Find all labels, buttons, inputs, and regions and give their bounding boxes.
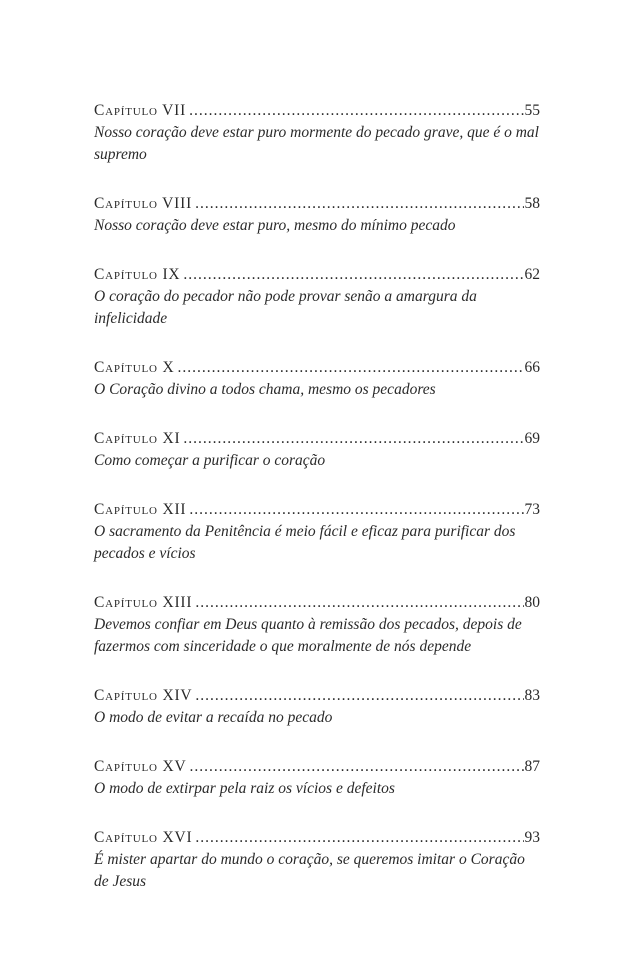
chapter-title: Capítulo XIII [94, 594, 193, 611]
chapter-title: Capítulo IX [94, 266, 181, 283]
page-number: 87 [524, 758, 540, 775]
toc-entry-chapter-15 [94, 756, 540, 800]
page-number: 58 [524, 195, 540, 212]
chapter-subtitle: É mister apartar do mundo o coração, se queremos imitar o Coração de Jesus [94, 851, 525, 890]
toc-entry-head [94, 756, 540, 778]
page-number: 80 [524, 594, 540, 611]
toc-entry-chapter-11 [94, 428, 540, 472]
chapter-title: Capítulo X [94, 359, 175, 376]
dot-leader [183, 264, 523, 286]
page-number: 83 [524, 687, 540, 704]
toc-entry-chapter-13 [94, 592, 540, 658]
chapter-subtitle: O modo de evitar a recaída no pecado [94, 709, 333, 726]
toc-entry-chapter-8 [94, 193, 540, 237]
toc-entry-head [94, 592, 540, 614]
chapter-title: Capítulo XV [94, 758, 187, 775]
chapter-title: Capítulo VIII [94, 195, 193, 212]
dot-leader [195, 685, 523, 707]
dot-leader [189, 100, 523, 122]
chapter-title: Capítulo XI [94, 430, 181, 447]
page-number: 55 [524, 102, 540, 119]
page-number: 66 [524, 359, 540, 376]
table-of-contents [94, 100, 540, 920]
toc-entry-head [94, 685, 540, 707]
dot-leader [195, 592, 523, 614]
page-number: 62 [524, 266, 540, 283]
dot-leader [195, 193, 523, 215]
chapter-subtitle: O modo de extirpar pela raiz os vícios e defeitos [94, 780, 395, 797]
toc-entry-chapter-7 [94, 100, 540, 166]
chapter-title: Capítulo XVI [94, 829, 193, 846]
chapter-title: Capítulo XIV [94, 687, 193, 704]
chapter-title: Capítulo VII [94, 102, 187, 119]
toc-entry-head [94, 264, 540, 286]
toc-entry-head [94, 357, 540, 379]
chapter-subtitle: Devemos confiar em Deus quanto à remissão dos pecados, depois de fazermos com sinceridade o que moralmente de nós depende [94, 616, 522, 655]
dot-leader [177, 357, 523, 379]
toc-entry-chapter-10 [94, 357, 540, 401]
dot-leader [189, 756, 523, 778]
toc-entry-head [94, 193, 540, 215]
chapter-subtitle: Nosso coração deve estar puro mormente do pecado grave, que é o mal supremo [94, 124, 539, 163]
toc-entry-chapter-9 [94, 264, 540, 330]
toc-entry-head [94, 100, 540, 122]
toc-entry-chapter-16 [94, 827, 540, 893]
page-number: 93 [524, 829, 540, 846]
dot-leader [189, 499, 523, 521]
chapter-title: Capítulo XII [94, 501, 187, 518]
chapter-subtitle: O Coração divino a todos chama, mesmo os pecadores [94, 381, 436, 398]
page-number: 69 [524, 430, 540, 447]
page-number: 73 [524, 501, 540, 518]
chapter-subtitle: Como começar a purificar o coração [94, 452, 326, 469]
chapter-subtitle: O coração do pecador não pode provar senão a amargura da infelicidade [94, 288, 477, 327]
toc-entry-head [94, 827, 540, 849]
chapter-subtitle: Nosso coração deve estar puro, mesmo do mínimo pecado [94, 217, 456, 234]
toc-entry-chapter-14 [94, 685, 540, 729]
dot-leader [195, 827, 523, 849]
dot-leader [183, 428, 523, 450]
toc-entry-head [94, 499, 540, 521]
toc-entry-head [94, 428, 540, 450]
toc-entry-chapter-12 [94, 499, 540, 565]
chapter-subtitle: O sacramento da Penitência é meio fácil e eficaz para purificar dos pecados e vícios [94, 523, 516, 562]
